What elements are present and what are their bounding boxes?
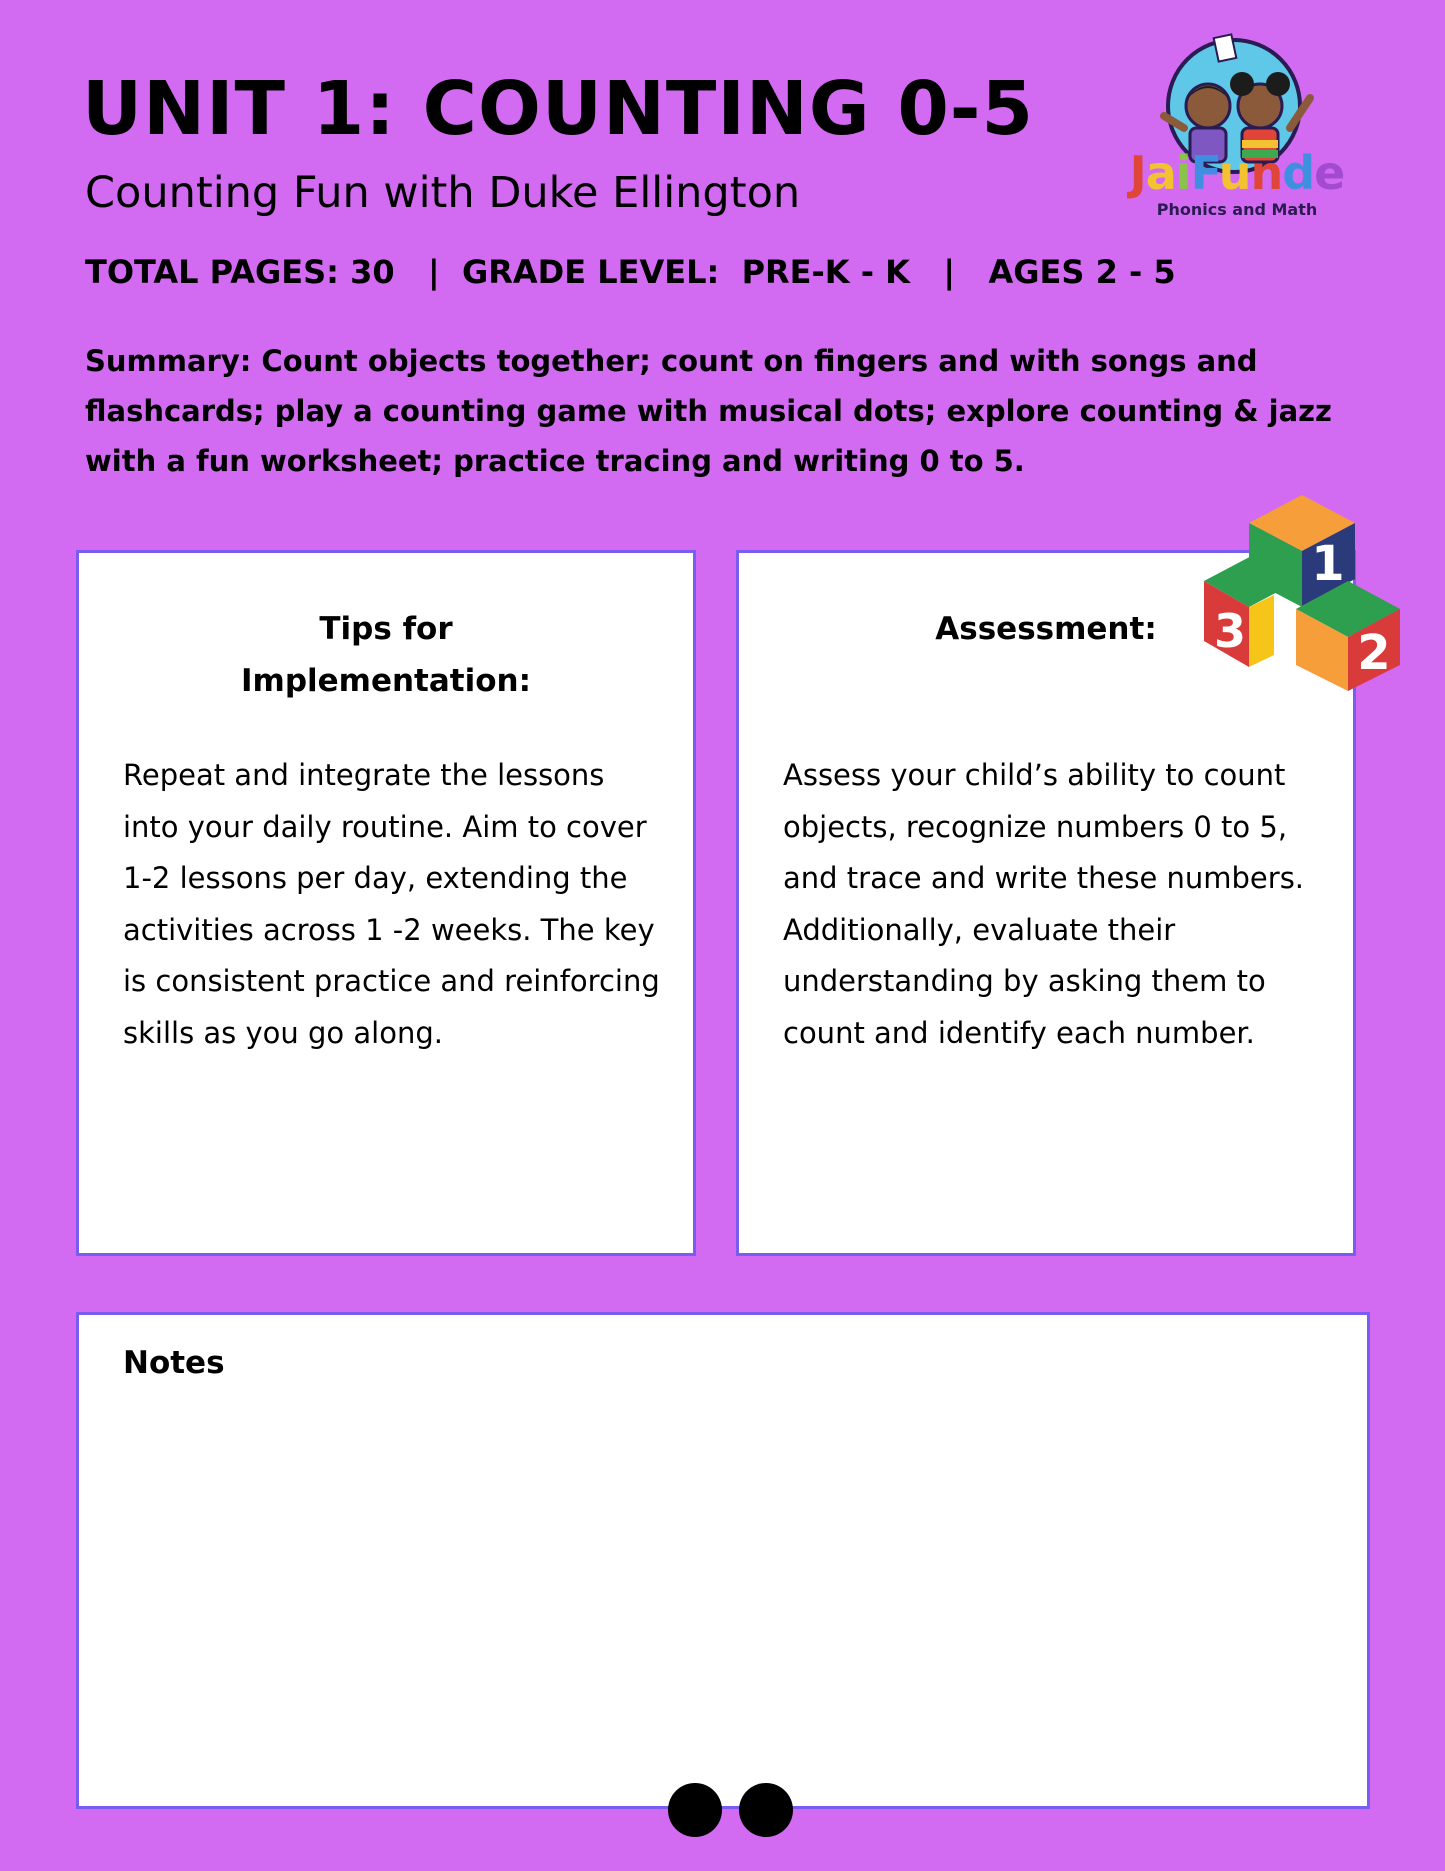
notes-card[interactable] — [76, 1312, 1370, 1809]
tips-card — [76, 550, 696, 1256]
block-number-2: 2 — [1357, 625, 1391, 681]
logo-wordmark: JaiFunde — [1129, 146, 1345, 200]
summary-text: Summary: Count objects together; count on fingers and with songs and flashcards; play a counting game with musical dots; explore counting & jazz with a fun worksheet; practice tracing and writing 0 to 5. — [85, 344, 1332, 478]
page-subtitle: Counting Fun with Duke Ellington — [85, 168, 801, 218]
assessment-heading: Assessment: — [935, 611, 1157, 647]
tips-heading-line2: Implementation: — [240, 663, 532, 699]
notes-heading: Notes — [123, 1345, 225, 1381]
logo-tagline: Phonics and Math — [1156, 200, 1318, 219]
block-number-3: 3 — [1213, 604, 1247, 658]
tips-heading-line1: Tips for — [319, 611, 453, 647]
block-number-1: 1 — [1311, 536, 1345, 592]
number-blocks-icon — [1204, 495, 1400, 691]
decorative-dots-icon — [668, 1782, 794, 1838]
meta-line: TOTAL PAGES: 30 | GRADE LEVEL: PRE-K - K | AGES 2 - 5 — [85, 253, 1176, 291]
tips-body: Repeat and integrate the lessons into your daily routine. Aim to cover 1-2 lessons per day, extending the activities across 1 -2 weeks. The key is consistent practice and reinforcing skills as you go along. — [123, 758, 660, 1050]
assessment-body: Assess your child’s ability to count objects, recognize numbers 0 to 5, and trace and write these numbers. Additionally, evaluate their understanding by asking them to count and identify each number. — [783, 758, 1305, 1050]
page-title: UNIT 1: COUNTING 0-5 — [82, 66, 1035, 152]
